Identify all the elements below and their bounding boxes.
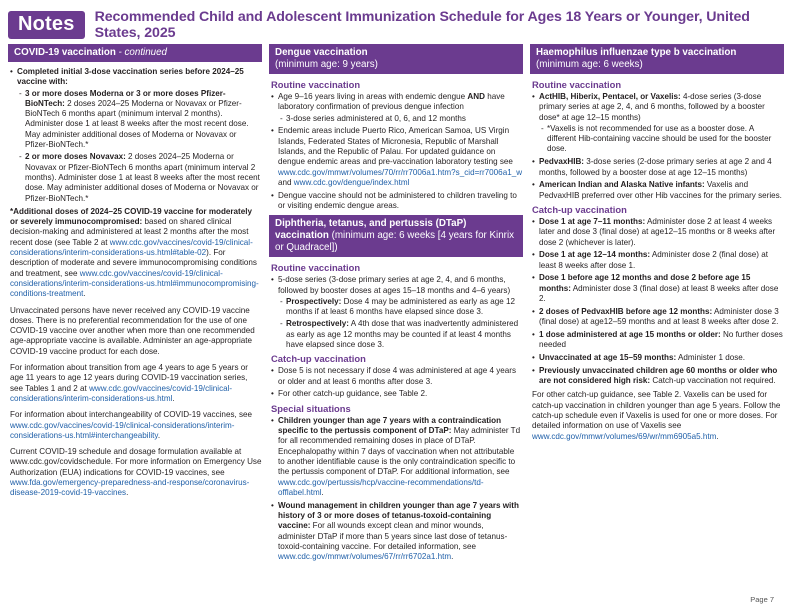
dtap-retrospective-text: A 4th dose that was inadvertently administered as early as age 12 months may be counted if at least 4 months have elapsed since dose 3. bbox=[286, 319, 519, 350]
hib-p-end: . bbox=[716, 431, 719, 441]
covid-unvaccinated-paragraph: Unvaccinated persons have never received any COVID-19 vaccine doses. There is no preferential recommendation for the use of one COVID-19 vaccine over another when more than one recommended age-appropriate vaccine is available. Administer an age-appropriate COVID-19 vaccine product for each dose. bbox=[10, 305, 255, 356]
list-item bbox=[278, 92, 523, 124]
hib-catchup-heading: Catch-up vaccination bbox=[532, 203, 627, 215]
list-item bbox=[539, 307, 784, 328]
covid-section-header bbox=[8, 44, 262, 62]
list-item bbox=[17, 67, 262, 204]
dengue-sublist bbox=[278, 114, 523, 124]
trans-end: . bbox=[172, 393, 175, 403]
covid-sub2-bold: 2 or more doses Novavax: bbox=[25, 152, 126, 162]
link-interim-considerations[interactable]: www.cdc.gov/vaccines/covid-19/clinical-considerations/interim-considerations-us.html bbox=[10, 383, 233, 403]
dengue-section-header bbox=[269, 44, 523, 74]
hib-c1-text: Administer dose 2 at least 4 weeks later and dose 3 (final dose) at age12–15 months or 8 weeks after dose 2 (whichever is later). bbox=[539, 216, 776, 247]
inter-end: . bbox=[157, 430, 161, 440]
add-text1: based on shared clinical decision-making and administered at least 2 months after the most recent dose (see Table 2 at bbox=[10, 217, 249, 247]
hib-c6-bold: Unvaccinated at age 15–59 months: bbox=[539, 353, 677, 363]
list-item: - *Vaxelis is not recommended for use as a booster dose. A different Hib-containing vaccine should be used for the booster dose. bbox=[547, 124, 784, 155]
dtap-catchup-list bbox=[269, 366, 523, 399]
covid-title-suffix: - continued bbox=[115, 47, 168, 58]
covid-sublist bbox=[17, 89, 262, 204]
dtap-s1-bold: Children younger than age 7 years with a contraindication specific to the pertussis component of DTaP: bbox=[278, 415, 502, 436]
dtap-s1-text: May administer Td for all recommended remaining doses in place of DTaP. Encephalopathy within 7 days of vaccination when not attributable to another identifiable cause is the only contraindication specific to the pertussis component of DTaP. For additional information, see bbox=[278, 426, 521, 477]
list-item bbox=[25, 152, 262, 203]
covid-sub1-text: 2 doses 2024–25 Moderna or Novavax or Pfizer-BioNTech 6 months apart (minimum interval 2 months). Administer dose 1 at least 8 weeks after the most recent dose. May administer additional doses of Moderna or Novavax or Pfizer-BioNTech.* bbox=[25, 98, 249, 150]
hib-c7-text: Catch-up vaccination not required. bbox=[650, 376, 776, 386]
dengue-list bbox=[269, 92, 523, 211]
hib-c5-bold: 1 dose administered at age 15 months or older: bbox=[539, 329, 721, 339]
dtap-title: Diphtheria, tetanus, and pertussis (DTaP) vaccination bbox=[275, 218, 467, 242]
list-item bbox=[539, 180, 784, 201]
dtap-prospective-text: Dose 4 may be administered as early as age 12 months if at least 6 months have elapsed since dose 3. bbox=[286, 296, 516, 317]
dtap-routine-heading: Routine vaccination bbox=[271, 262, 361, 274]
list-item bbox=[286, 297, 523, 318]
hib-c6-text: Administer 1 dose. bbox=[676, 353, 746, 363]
hib-c7-bold: Previously unvaccinated children age 60 months or older who are not considered high risk: bbox=[539, 365, 778, 386]
hib-c4-text: Administer dose 3 (final dose) at age12–59 months and at least 8 weeks after dose 2. bbox=[539, 306, 779, 327]
hib-column bbox=[530, 44, 784, 448]
hib-c3-text: Administer dose 3 (final dose) at least 8 weeks after dose 2. bbox=[539, 283, 779, 304]
hib-r1-text: 4-dose series (3-dose primary series at age 2, 4, and 6 months, followed by a booster dose* at age 12–15 months) bbox=[539, 92, 765, 122]
list-item: • For other catch-up guidance, see Table 2. bbox=[278, 389, 523, 399]
list-item bbox=[278, 416, 523, 498]
list-item bbox=[278, 275, 523, 350]
hib-routine-list bbox=[530, 92, 784, 201]
add-bold: *Additional doses of 2024–25 COVID-19 vaccine for moderately or severely immunocompromised: bbox=[10, 206, 252, 227]
hib-r3-bold: American Indian and Alaska Native infants: bbox=[539, 180, 705, 190]
list-item: - 3-dose series administered at 0, 6, and 12 months bbox=[286, 114, 523, 124]
covid-list bbox=[8, 67, 262, 204]
hib-r1-bold: ActHIB, Hiberix, Pentacel, or Vaxelis: bbox=[539, 92, 681, 101]
covid-column bbox=[8, 44, 262, 505]
dtap-subtitle: (minimum age: 6 weeks [4 years for Kinrix or Quadracel]) bbox=[275, 230, 515, 254]
link-mmwr-mm6905a5[interactable]: www.cdc.gov/mmwr/volumes/69/wr/mm6905a5.htm bbox=[532, 431, 717, 441]
hib-r3-text: Vaxelis and PedvaxHIB preferred over other Hib vaccines for the primary series. bbox=[539, 180, 782, 200]
dtap-s1-end: . bbox=[321, 487, 324, 497]
link-dengue-index[interactable]: www.cdc.gov/dengue/index.html bbox=[293, 177, 410, 187]
dtap-s2-text: For all wounds except clean and minor wounds, administer DTaP if more than 5 years since last dose of tetanus-toxoid-containing vaccine. For detailed information, see bbox=[278, 521, 508, 551]
dtap-section-header bbox=[269, 215, 523, 257]
dtap-retrospective-bold: Retrospectively: bbox=[286, 319, 349, 329]
dtap-special-list bbox=[269, 416, 523, 563]
covid-item1-bold: Completed initial 3-dose vaccination series before 2024–25 vaccine with: bbox=[17, 67, 244, 87]
hib-c5-text: No further doses needed bbox=[539, 329, 783, 350]
link-immunocompromising[interactable]: www.cdc.gov/vaccines/covid-19/clinical-considerations/interim-considerations-us.html#immunocompromising-conditions-treatment bbox=[10, 268, 259, 299]
hib-vaxelis-paragraph bbox=[530, 390, 784, 441]
inter-text: For information about interchangeability of COVID-19 vaccines, see bbox=[10, 410, 253, 420]
dengue-i2-and: and bbox=[278, 177, 294, 187]
dengue-i1-and: AND bbox=[467, 92, 485, 101]
hib-routine-sublist bbox=[539, 124, 784, 155]
covid-sub2-text: 2 doses 2024–25 Moderna or Novavax or Pfizer-BioNTech 6 months apart (minimum interval 2 months). Administer dose 1 at least 8 weeks after the most recent dose. May administer additional doses of Moderna or Novavax or Pfizer-BioNTech.* bbox=[25, 152, 260, 203]
link-table-02[interactable]: www.cdc.gov/vaccines/covid-19/clinical-considerations/interim-considerations-us.html#table-02 bbox=[10, 237, 253, 258]
dtap-catchup-heading: Catch-up vaccination bbox=[271, 353, 366, 365]
hib-c1-bold: Dose 1 at age 7–11 months: bbox=[539, 216, 646, 226]
hib-routine-heading: Routine vaccination bbox=[532, 79, 622, 90]
hib-c2-bold: Dose 1 at age 12–14 months: bbox=[539, 250, 651, 260]
page-title: Recommended Child and Adolescent Immunization Schedule for Ages 18 Years or Younger, United States, 2025 bbox=[94, 9, 750, 41]
add-text2: ). For description of moderate and severe immunocompromising conditions and treatment, see bbox=[10, 248, 257, 278]
list-item bbox=[278, 126, 523, 188]
hib-catchup-list bbox=[530, 217, 784, 386]
link-td-offlabel[interactable]: www.cdc.gov/pertussis/hcp/vaccine-recommendations/td-offlabel.html bbox=[278, 477, 484, 497]
list-item: • Dengue vaccine should not be administered to children traveling to or visiting endemic dengue areas. bbox=[278, 191, 523, 212]
link-mmwr-rr7006a1[interactable]: www.cdc.gov/mmwr/volumes/70/rr/rr7006a1.htm?s_cid=rr7006a1_w bbox=[278, 167, 523, 177]
list-item bbox=[25, 89, 262, 151]
hib-c4-bold: 2 doses of PedvaxHIB before age 12 months: bbox=[539, 306, 713, 316]
hib-title: Haemophilus influenzae type b vaccination bbox=[536, 47, 737, 58]
link-fda-covid[interactable]: www.fda.gov/emergency-preparedness-and-response/coronavirus-disease-2019-covid-19-vaccines bbox=[10, 477, 250, 498]
add-text3: . bbox=[83, 289, 86, 299]
hib-c3-bold: Dose 1 before age 12 months and dose 2 before age 15 months: bbox=[539, 273, 751, 293]
list-item bbox=[539, 217, 784, 248]
page-header bbox=[8, 10, 784, 40]
dtap-s2-bold: Wound management in children younger than age 7 years with history of 3 or more doses of tetanus-toxoid-containing vaccine: bbox=[278, 500, 519, 531]
dengue-routine-heading: Routine vaccination bbox=[271, 79, 361, 90]
dengue-i1-text: Age 9–16 years living in areas with endemic dengue bbox=[278, 92, 468, 101]
link-interchangeability[interactable]: www.cdc.gov/vaccines/covid-19/clinical-considerations/interim-considerations-us.html#interchangeability bbox=[10, 420, 235, 440]
list-item bbox=[539, 353, 784, 363]
covid-title: COVID-19 vaccination bbox=[14, 47, 116, 58]
list-item bbox=[286, 319, 523, 350]
notes-badge: Notes bbox=[8, 11, 85, 39]
dengue-i2-text: Endemic areas include Puerto Rico, American Samoa, US Virgin Islands, Federated States of Micronesia, Republic of Marshall Islands, and the Republic of Palau. For updated guidance on dengue endemic areas and pre-vaccination laboratory testing see bbox=[278, 126, 513, 167]
list-item: • Dose 5 is not necessary if dose 4 was administered at age 4 years or older and at least 6 months after dose 3. bbox=[278, 366, 523, 387]
trans-text: For information about transition from age 4 years to age 5 years or age 11 years to age 12 years during COVID-19 vaccination series, see Tables 1 and 2 at bbox=[10, 363, 248, 393]
list-item bbox=[539, 273, 784, 304]
dengue-dtap-column bbox=[269, 44, 523, 565]
dtap-special-heading: Special situations bbox=[271, 402, 351, 414]
dtap-routine-sublist bbox=[278, 297, 523, 350]
hib-section-header bbox=[530, 44, 784, 74]
list-item bbox=[539, 366, 784, 387]
link-mmwr-rr6702a1[interactable]: www.cdc.gov/mmwr/volumes/67/rr/rr6702a1.htm bbox=[278, 552, 452, 562]
page-number: Page 7 bbox=[750, 595, 774, 604]
dtap-r1-text: 5-dose series (3-dose primary series at age 2, 4, and 6 months, followed by booster doses at ages 15–18 months and 4–6 years) bbox=[278, 275, 511, 295]
hib-r2-text: 3-dose series (2-dose primary series at age 2 and 4 months, followed by a booster dose at age 12–15 months) bbox=[539, 157, 772, 177]
list-item bbox=[278, 501, 523, 563]
list-item bbox=[539, 330, 784, 351]
list-item bbox=[539, 157, 784, 178]
list-item bbox=[539, 92, 784, 155]
hib-c2-text: Administer dose 2 (final dose) at least 8 weeks after dose 1. bbox=[539, 250, 768, 270]
current-text: Current COVID-19 schedule and dosage formulation available at www.cdc.gov/covidschedule. For more information on Emergency Use Authorization (EUA) indications for COVID-19 vaccines, see bbox=[10, 447, 262, 477]
covid-interchangeability-paragraph bbox=[8, 410, 262, 441]
dtap-s2-end: . bbox=[451, 552, 454, 562]
covid-transition-paragraph bbox=[8, 363, 262, 404]
hib-p-text: For other catch-up guidance, see Table 2. Vaxelis can be used for catch-up vaccination in children younger than age 5 years. Follow the catch-up schedule even if Vaxelis is used for one or more doses. For detailed information on use of Vaxelis see bbox=[532, 390, 781, 431]
covid-current-schedule-paragraph bbox=[8, 447, 262, 498]
dengue-title: Dengue vaccination bbox=[275, 47, 368, 58]
hib-r2-bold: PedvaxHIB: bbox=[539, 157, 584, 167]
current-end: . bbox=[126, 488, 129, 498]
covid-sub1-bold: 3 or more doses Moderna or 3 or more doses Pfizer-BioNTech: bbox=[25, 88, 226, 108]
dtap-prospective-bold: Prospectively: bbox=[286, 296, 342, 306]
list-item bbox=[539, 250, 784, 271]
dengue-i1-text2: have laboratory confirmation of previous dengue infection bbox=[278, 92, 505, 112]
dengue-subtitle: (minimum age: 9 years) bbox=[275, 59, 378, 70]
covid-additional-doses bbox=[8, 207, 262, 300]
hib-subtitle: (minimum age: 6 weeks) bbox=[536, 59, 643, 70]
dtap-routine-list bbox=[269, 275, 523, 350]
